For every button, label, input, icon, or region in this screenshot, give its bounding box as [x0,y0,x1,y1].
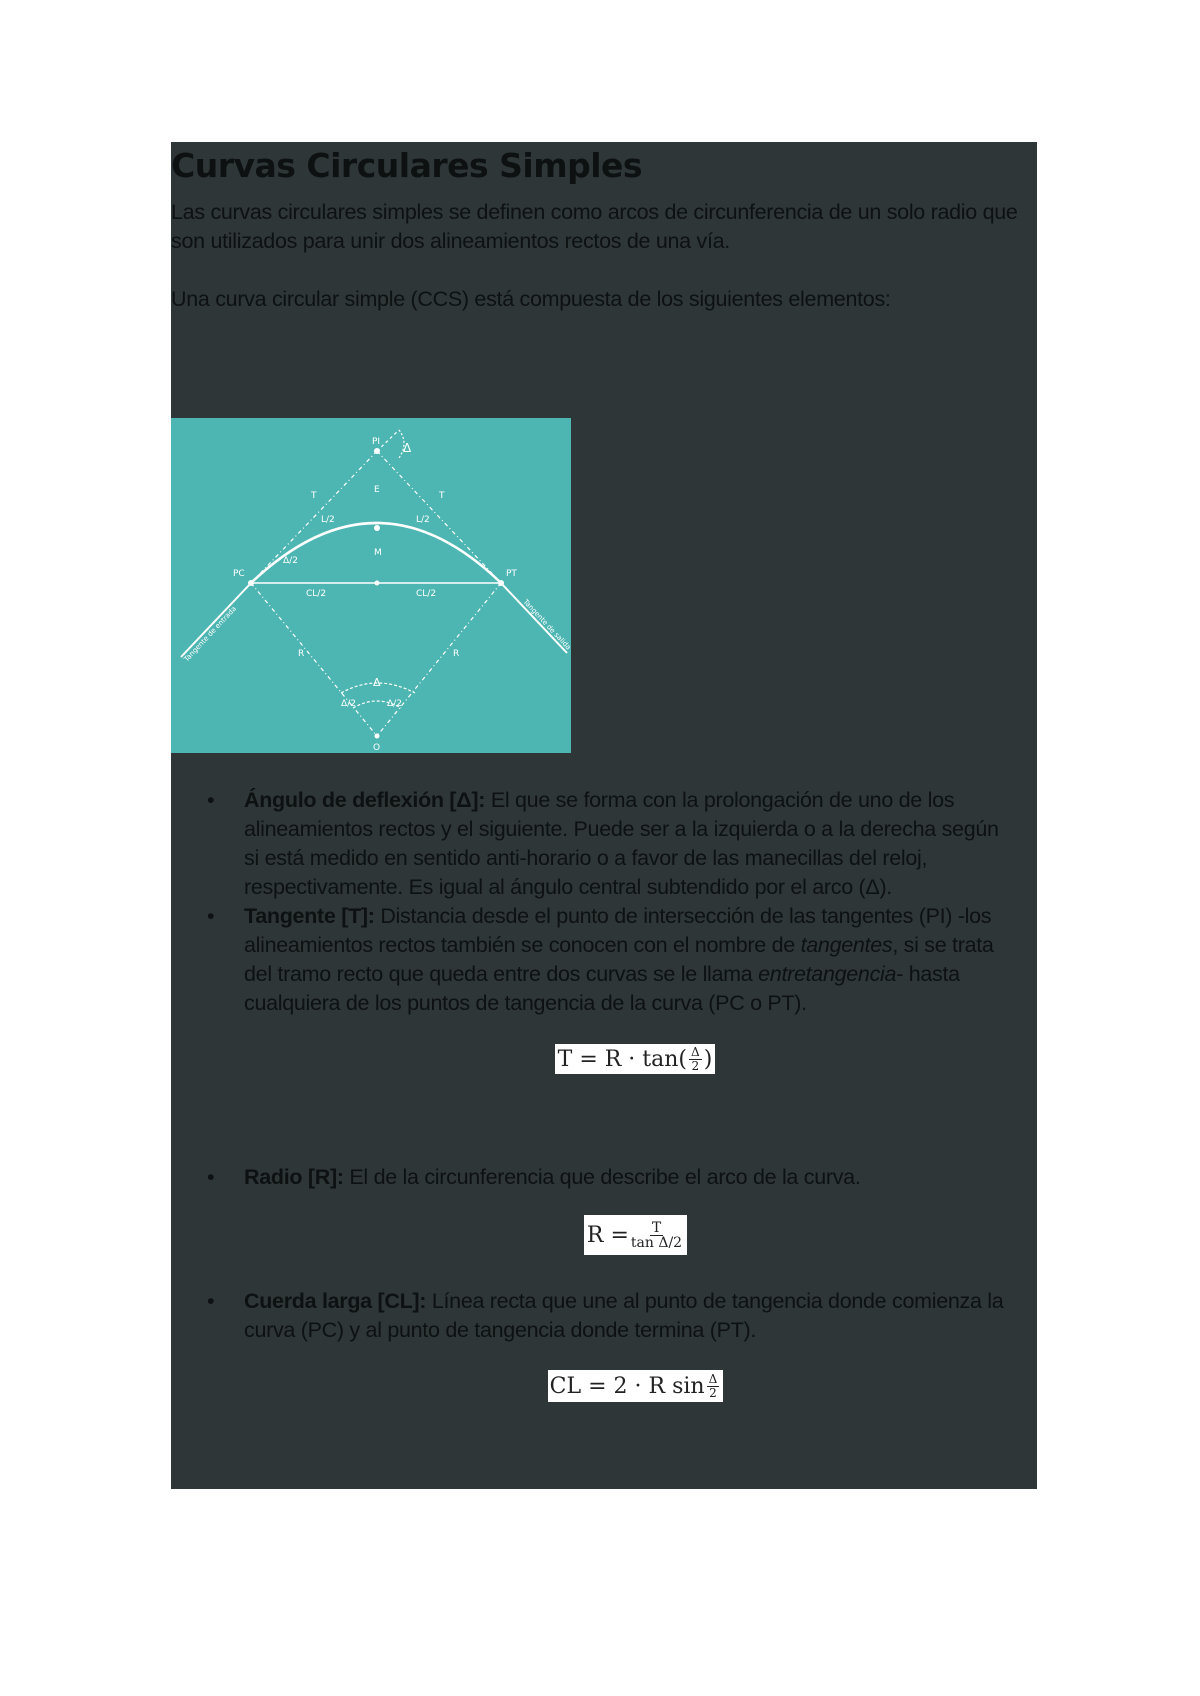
label-deflection: Δ [403,441,412,455]
elements-intro: Una curva circular simple (CCS) está compuesta de los siguientes elementos: [171,287,891,311]
entry-tangent [181,583,251,657]
label-central-delta: Δ [373,676,381,689]
label-t-left: T [311,491,317,501]
label-entry-tangent: Tangente de entrada [182,604,239,664]
list-item-deflection-angle: • Ángulo de deflexión [Δ]: El que se forma con la prolongación de uno de los alineamientos rectos y el siguiente. Puede ser a la izquierda o a la derecha según si está medido en sentido anti-horario o a favor de las manecillas del reloj, respectivamente. Es igual al ángulo central subtendido por el arco (Δ). [207,788,999,899]
label-exit-tangent: Tangente de salida [521,597,571,652]
curve-diagram-svg [171,418,571,753]
tangent-formula: T = R · tan( $\frac{\Delta}{2}$ ) [555,1044,715,1074]
label-half-left: Δ/2 [341,699,356,709]
term: Radio [R]: [244,1165,344,1189]
list-item-tangent: • Tangente [T]: Distancia desde el punto de intersección de las tangentes (PI) -los alineamientos rectos también se conocen con el nombre de tangentes, si se trata del tramo recto que queda entre dos curvas se le llama entretangencia- hasta cualquiera de los puntos de tangencia de la curva (PC o PT). [207,904,994,1015]
label-half-right: Δ/2 [387,699,402,709]
list-item-radius: • Radio [R]: El de la circunferencia que describe el arco de la curva. [207,1165,861,1189]
page-title: Curvas Circulares Simples [171,146,643,185]
label-d2: Δ/2 [283,556,298,566]
label-cl2-left: CL/2 [306,589,327,599]
list-item-long-chord: • Cuerda larga [CL]: Línea recta que une al punto de tangencia donde comienza la curva (PC) y al punto de tangencia donde termina (PT). [207,1289,1004,1342]
label-pi: PI [372,437,381,447]
term: Ángulo de deflexión [Δ]: [244,788,486,812]
label-r-left: R [298,649,305,659]
tangent-extension-line [377,430,399,451]
radius-formula: R = $\frac{T}{\text{tan Δ/2}}$ [584,1215,687,1255]
label-l2-left: L/2 [321,515,335,525]
exit-tangent [501,583,567,653]
term: Cuerda larga [CL]: [244,1289,427,1313]
term: Tangente [T]: [244,904,375,928]
elements-list-2 [171,1163,1037,1192]
label-pc: PC [233,569,245,579]
label-r-right: R [453,649,460,659]
elements-list-3 [171,1287,1037,1345]
curve-diagram [171,418,571,753]
label-t-right: T [439,491,445,501]
label-l2-right: L/2 [416,515,430,525]
label-cl2-right: CL/2 [416,589,437,599]
elements-list [171,786,1037,1018]
tangent-right-line [377,451,501,583]
label-e: E [374,485,380,495]
document-page [171,142,1037,1489]
label-o: O [373,743,381,753]
label-pt: PT [506,569,517,579]
intro-paragraph: Las curvas circulares simples se definen como arcos de circunferencia de un solo radio que son utilizados para unir dos alineamientos rectos de una vía. [171,200,1018,253]
radius-right [377,583,501,736]
chord-formula: CL = 2 · R sin $\frac{\Delta}{2}$ [548,1370,723,1402]
elements-section [171,786,1037,1422]
label-m: M [374,548,382,558]
tangent-left-line [251,451,377,583]
radius-left [251,583,377,736]
